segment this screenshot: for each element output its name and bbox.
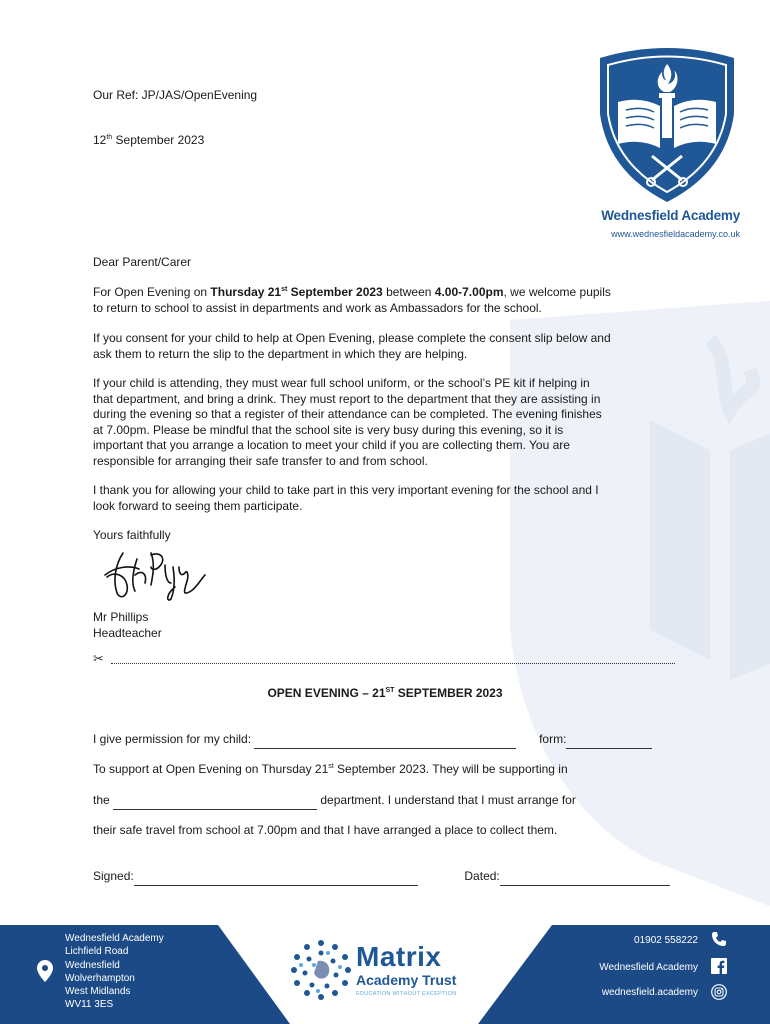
paragraph-1 bbox=[93, 285, 693, 316]
child-name-field[interactable] bbox=[254, 732, 516, 749]
signed-label: Signed: bbox=[93, 869, 134, 883]
department-text: department. I understand that I must arrange for bbox=[320, 793, 576, 807]
footer-address bbox=[65, 932, 164, 1012]
paragraph-2-line-1: If you consent for your child to help at Open Evening, please complete the consent slip below and bbox=[93, 331, 611, 345]
paragraph-3-line-2: that department, and bring a drink. They must report to the department that they are assisting in bbox=[93, 391, 601, 406]
footer bbox=[0, 925, 770, 1024]
paragraph-3-line-5: important that you arrange a location to meet your child if you are collecting them. You are bbox=[93, 438, 570, 452]
department-field[interactable] bbox=[113, 793, 317, 810]
address-line: Wolverhampton bbox=[65, 972, 135, 984]
signature-image bbox=[95, 545, 215, 605]
dated-field[interactable] bbox=[500, 869, 670, 886]
cut-line bbox=[93, 651, 675, 668]
paragraph-4 bbox=[93, 483, 693, 514]
footer-facebook: Wednesfield Academy bbox=[599, 962, 698, 973]
footer-instagram: wednesfield.academy bbox=[601, 987, 698, 998]
form-field[interactable] bbox=[566, 732, 652, 749]
signer-name: Mr Phillips bbox=[93, 610, 149, 624]
address-line: West Midlands bbox=[65, 986, 131, 998]
support-line: To support at Open Evening on Thursday 21st September 2023. They will be supporting in bbox=[93, 762, 568, 776]
permission-row bbox=[93, 732, 693, 749]
school-name: Wednesfield Academy bbox=[601, 208, 740, 223]
closing: Yours faithfully bbox=[93, 528, 171, 542]
paragraph-1-line-2: to return to school to assist in departments and work as Ambassadors for the school. bbox=[93, 300, 542, 315]
signer-title: Headteacher bbox=[93, 626, 162, 640]
the-label: the bbox=[93, 793, 110, 807]
trust-name-matrix: Matrix bbox=[356, 941, 442, 972]
school-url: www.wednesfieldacademy.co.uk bbox=[611, 229, 740, 239]
paragraph-3-line-6: responsible for arranging their safe transfer to and from school. bbox=[93, 453, 428, 468]
paragraph-2 bbox=[93, 331, 693, 362]
form-label: form: bbox=[539, 732, 567, 746]
footer-phone: 01902 558222 bbox=[634, 935, 698, 946]
trust-name-academy-trust: Academy Trust bbox=[356, 972, 457, 988]
school-crest-logo bbox=[596, 44, 738, 204]
travel-line: their safe travel from school at 7.00pm and that I have arranged a place to collect them. bbox=[93, 823, 558, 837]
facebook-icon bbox=[711, 958, 727, 974]
department-row bbox=[93, 793, 693, 810]
instagram-icon bbox=[711, 984, 727, 1000]
address-line: Lichfield Road bbox=[65, 946, 129, 958]
address-line: Wednesfield Academy bbox=[65, 933, 164, 944]
matrix-trust-logo-icon bbox=[290, 939, 352, 1001]
paragraph-2-line-2: ask them to return the slip to the department in which they are helping. bbox=[93, 346, 468, 361]
address-line: WV11 3ES bbox=[65, 999, 114, 1011]
our-ref: Our Ref: JP/JAS/OpenEvening bbox=[93, 88, 258, 102]
paragraph-1-line-1: For Open Evening on Thursday 21st September 2023 between 4.00-7.00pm, we welcome pupils bbox=[93, 285, 611, 299]
letter-date: 12th September 2023 bbox=[93, 133, 205, 147]
dated-label: Dated: bbox=[464, 869, 500, 883]
salutation: Dear Parent/Carer bbox=[93, 255, 192, 269]
signature-row bbox=[93, 869, 693, 886]
trust-tagline: EDUCATION WITHOUT EXCEPTION bbox=[356, 991, 457, 997]
paragraph-4-line-1: I thank you for allowing your child to take part in this very important evening for the school and I bbox=[93, 483, 599, 497]
paragraph-4-line-2: look forward to seeing them participate. bbox=[93, 498, 303, 513]
paragraph-3 bbox=[93, 376, 693, 469]
paragraph-3-line-4: at 7.00pm. Please be mindful that the school site is very busy during this evening, so it is bbox=[93, 422, 564, 437]
paragraph-3-line-1: If your child is attending, they must wear full school uniform, or the school’s PE kit if helping in bbox=[93, 376, 590, 390]
permission-label: I give permission for my child: bbox=[93, 732, 252, 746]
signed-field[interactable] bbox=[134, 869, 418, 886]
scissors-icon: ✂ bbox=[93, 651, 104, 666]
address-line: Wednesfield bbox=[65, 959, 120, 971]
slip-title: OPEN EVENING – 21ST SEPTEMBER 2023 bbox=[267, 686, 503, 700]
phone-icon bbox=[711, 931, 727, 947]
location-pin-icon bbox=[37, 960, 53, 982]
paragraph-3-line-3: during the evening so that a register of their attendance can be completed. The evening finishes bbox=[93, 407, 602, 421]
